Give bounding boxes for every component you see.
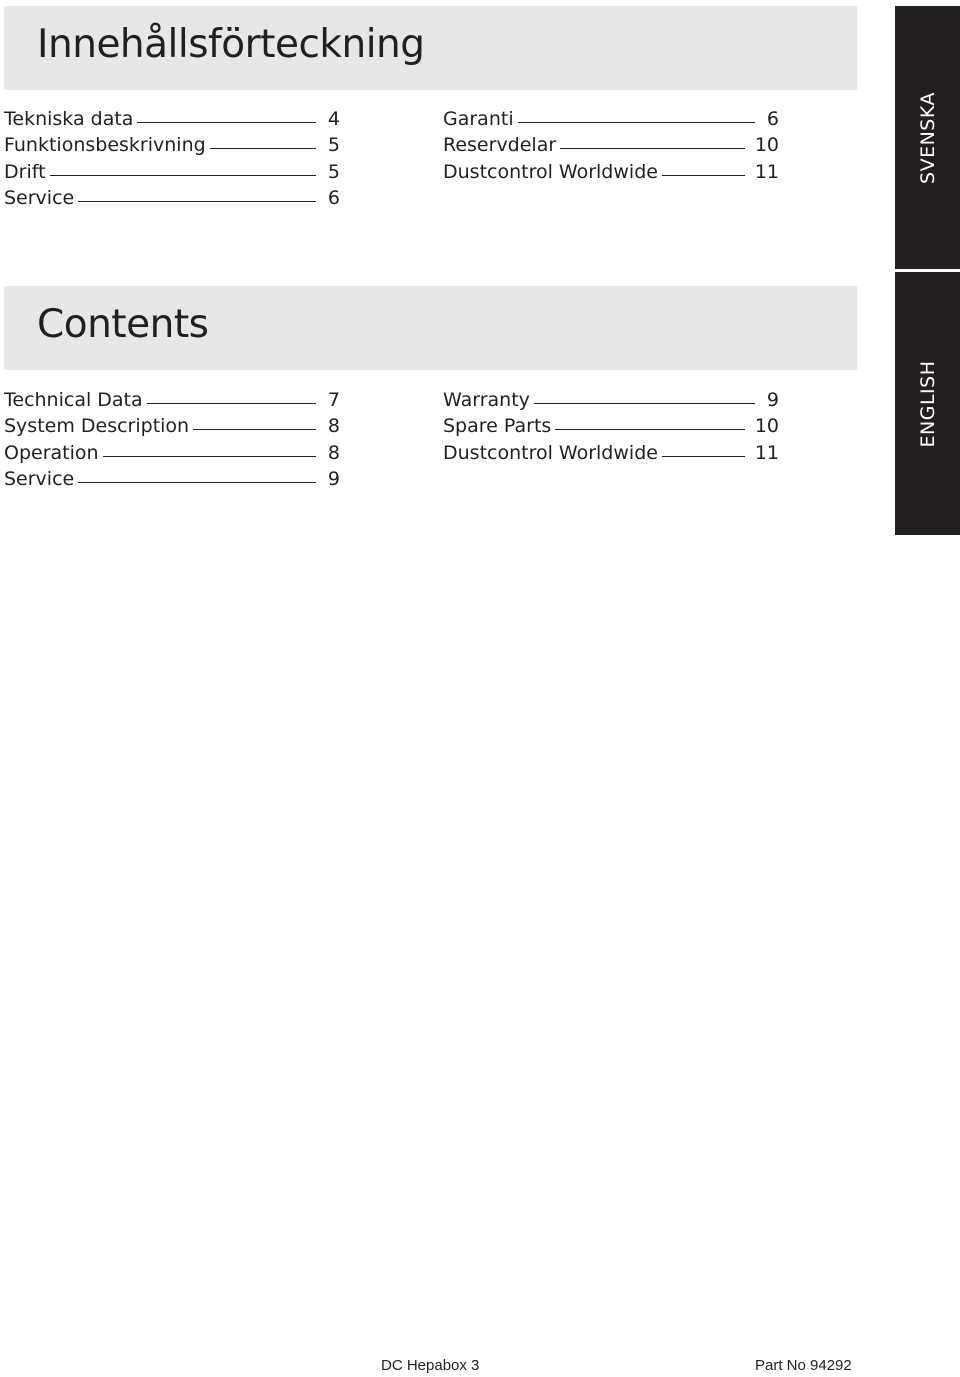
toc-entry[interactable]	[443, 389, 779, 415]
toc-entry-label: Service	[4, 186, 75, 209]
toc-entry-label: Drift	[4, 160, 46, 183]
language-tab-svenska[interactable]	[895, 6, 960, 269]
toc-leader-line	[662, 175, 745, 176]
toc-entry-label: Dustcontrol Worldwide	[443, 441, 658, 464]
toc-entry-page: 11	[754, 160, 779, 183]
toc-leader-line	[137, 122, 316, 123]
language-tab-label: SVENSKA	[916, 91, 939, 184]
toc-leader-line	[210, 148, 316, 149]
toc-leader-line	[78, 201, 316, 202]
toc-entry[interactable]	[4, 134, 340, 160]
toc-entry-label: Warranty	[443, 389, 530, 411]
toc-entry-page: 5	[327, 134, 340, 157]
toc-entry-label: Funktionsbeskrivning	[4, 134, 206, 157]
toc-entry-page: 6	[327, 186, 340, 209]
toc-entry[interactable]	[443, 415, 779, 441]
toc-entry[interactable]	[4, 468, 340, 494]
toc-leader-line	[193, 429, 316, 430]
toc-entry-label: Spare Parts	[443, 415, 552, 438]
swedish-heading-band	[4, 6, 857, 90]
toc-entry[interactable]	[443, 442, 779, 468]
toc-leader-line	[662, 456, 745, 457]
toc-entry-page: 7	[327, 389, 340, 411]
toc-entry-page: 5	[327, 160, 340, 183]
toc-entry[interactable]	[4, 389, 340, 415]
toc-leader-line	[147, 403, 316, 404]
toc-entry-label: Operation	[4, 441, 99, 464]
language-tab-english[interactable]	[895, 272, 960, 535]
toc-entry-page: 10	[754, 415, 779, 438]
english-heading-band	[4, 286, 857, 370]
toc-entry-page: 9	[327, 467, 340, 490]
toc-leader-line	[103, 456, 316, 457]
toc-entry-label: Service	[4, 467, 75, 490]
toc-leader-line	[518, 122, 755, 123]
toc-entry[interactable]	[443, 134, 779, 160]
toc-entry-page: 6	[766, 108, 779, 130]
toc-entry-label: Reservdelar	[443, 134, 557, 157]
footer-part-number: Part No 94292	[755, 1357, 852, 1374]
toc-entry-label: Technical Data	[4, 389, 143, 411]
toc-entry-page: 11	[754, 441, 779, 464]
toc-entry[interactable]	[4, 161, 340, 187]
toc-leader-line	[560, 148, 745, 149]
toc-entry[interactable]	[4, 415, 340, 441]
english-toc-right	[443, 389, 779, 468]
english-toc-left	[4, 389, 340, 494]
toc-entry[interactable]	[443, 161, 779, 187]
language-tab-label: ENGLISH	[916, 360, 939, 447]
toc-leader-line	[534, 403, 755, 404]
toc-leader-line	[50, 175, 316, 176]
toc-entry-label: System Description	[4, 415, 190, 438]
english-contents-title: Contents	[37, 302, 209, 347]
toc-entry[interactable]	[4, 187, 340, 213]
toc-entry-label: Dustcontrol Worldwide	[443, 160, 658, 183]
toc-entry-page: 8	[327, 415, 340, 438]
toc-entry-page: 8	[327, 441, 340, 464]
toc-entry-label: Garanti	[443, 108, 514, 130]
toc-leader-line	[78, 482, 316, 483]
footer-product-name: DC Hepabox 3	[381, 1357, 480, 1374]
toc-entry-page: 9	[766, 389, 779, 411]
toc-entry[interactable]	[4, 442, 340, 468]
swedish-contents-title: Innehållsförteckning	[37, 22, 425, 67]
toc-entry-label: Tekniska data	[4, 108, 134, 130]
swedish-toc-right	[443, 108, 779, 187]
swedish-toc-left	[4, 108, 340, 213]
toc-entry[interactable]	[443, 108, 779, 134]
toc-entry-page: 10	[754, 134, 779, 157]
toc-leader-line	[555, 429, 745, 430]
toc-entry-page: 4	[327, 108, 340, 130]
toc-entry[interactable]	[4, 108, 340, 134]
